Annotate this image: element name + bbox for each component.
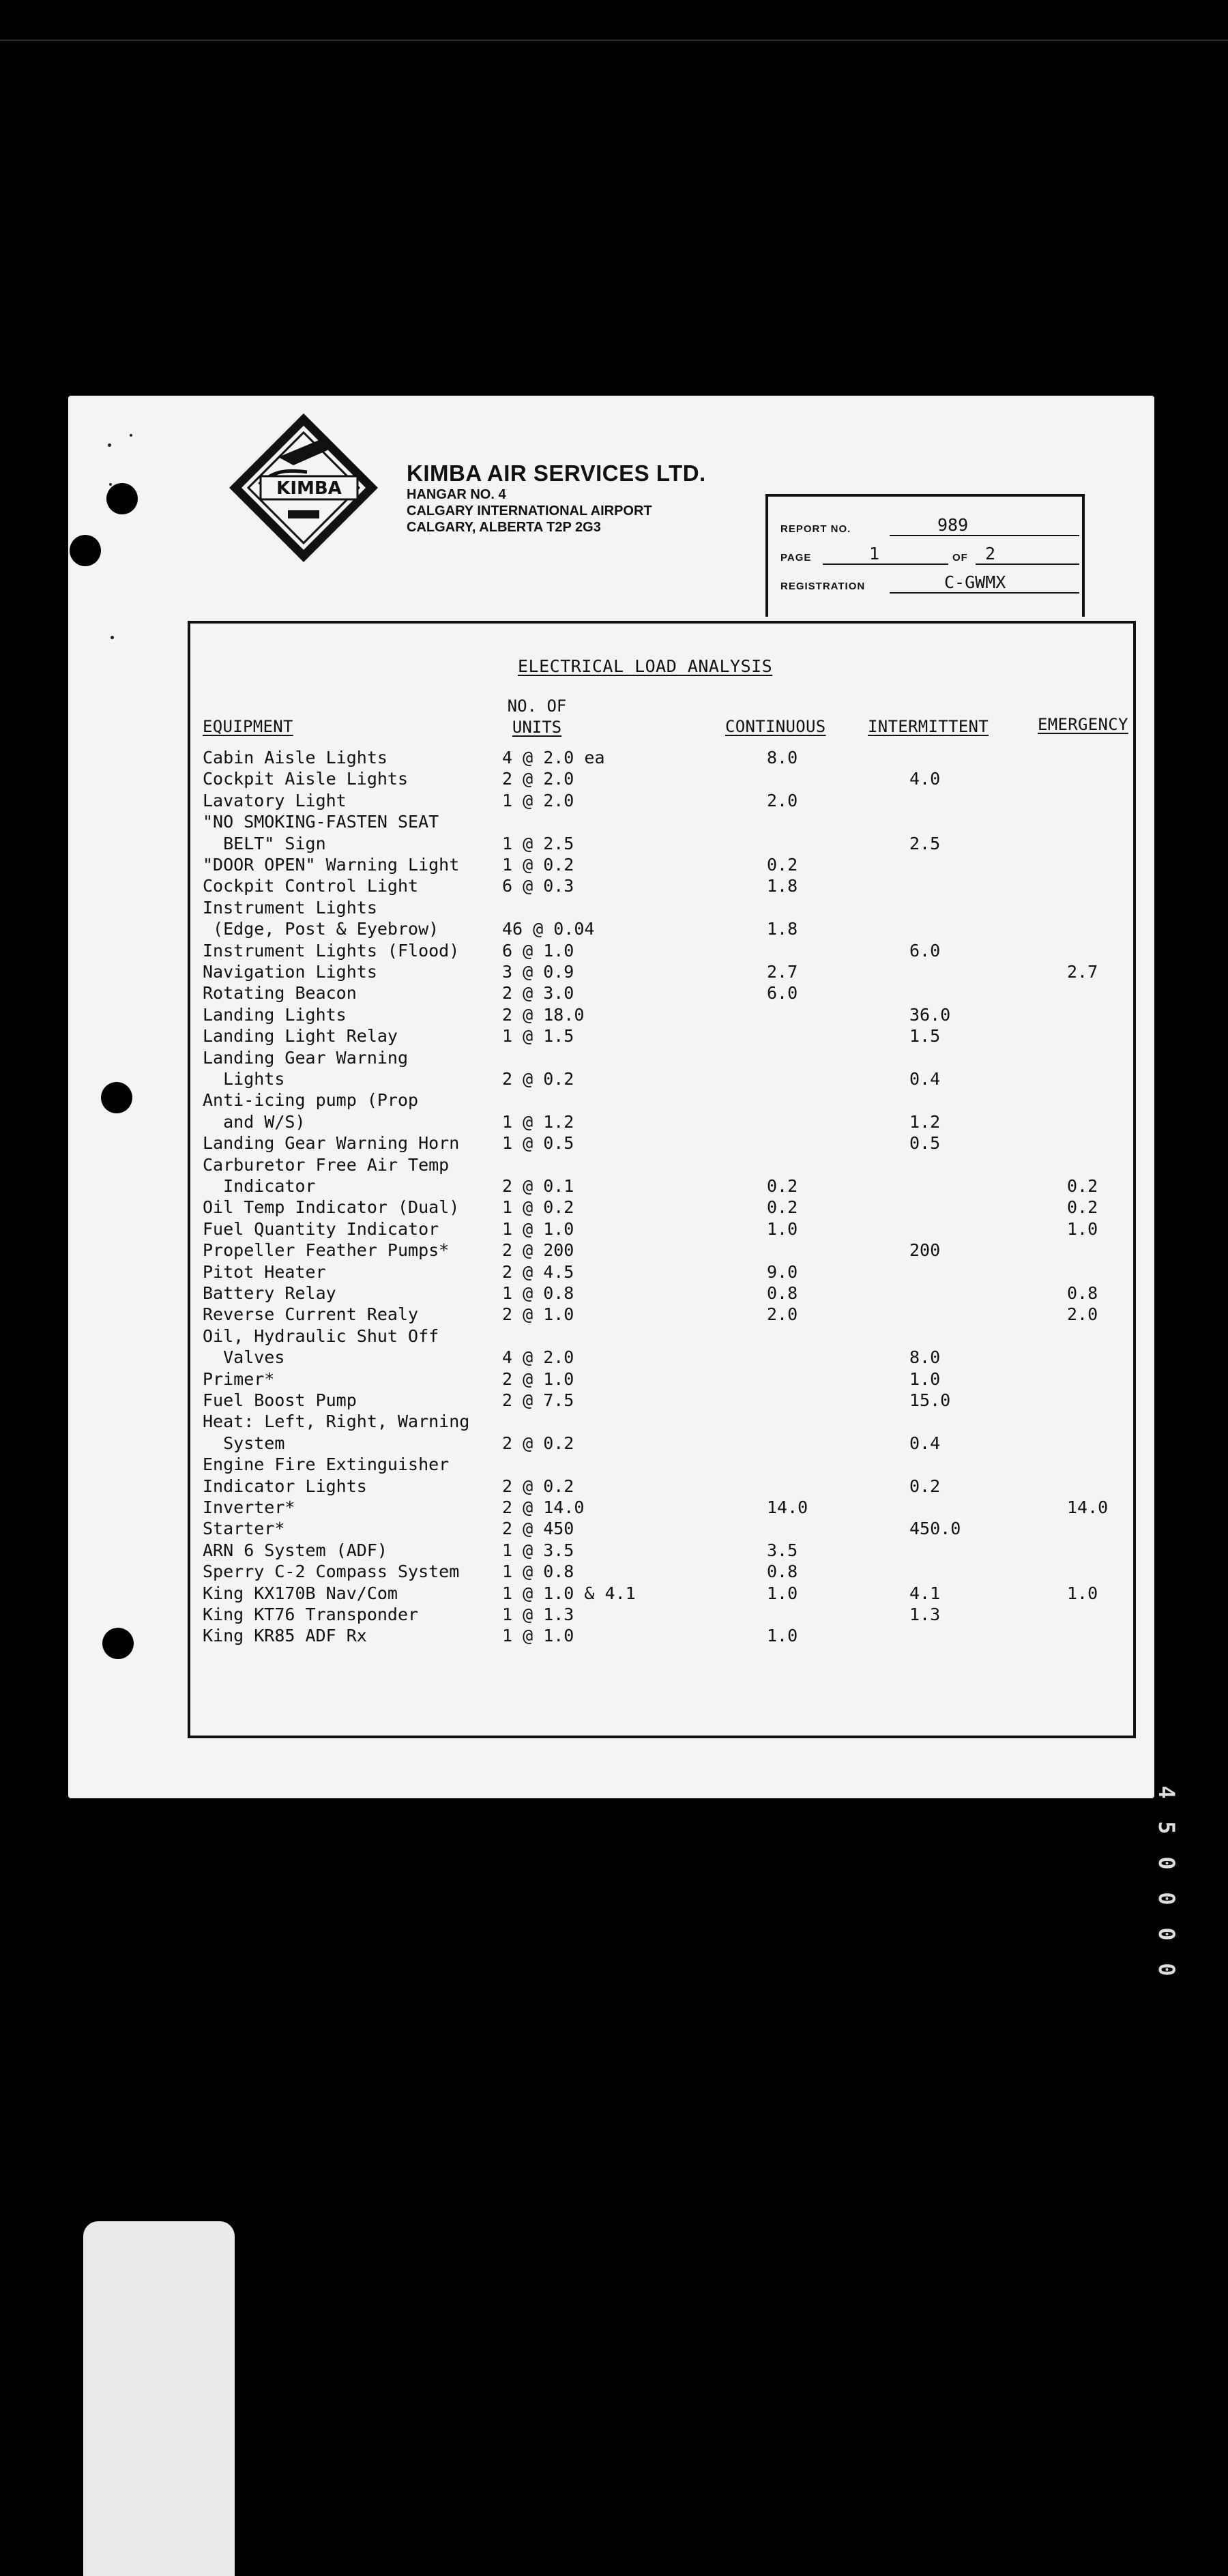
table-row: [190, 812, 1133, 833]
equipment-cell: Pitot Heater: [203, 1261, 326, 1282]
equipment-cell: Cabin Aisle Lights: [203, 748, 388, 767]
report-number-label: REPORT NO.: [780, 523, 851, 535]
equipment-cell: and W/S): [203, 1111, 306, 1132]
emergency-cell: 14.0: [1067, 1497, 1109, 1517]
punch-hole: [101, 1082, 132, 1113]
units-cell: 1 @ 1.0: [502, 1218, 574, 1239]
intermittent-cell: 200: [909, 1240, 941, 1261]
continuous-cell: 1.0: [767, 1218, 798, 1239]
intermittent-cell: 0.4: [909, 1433, 941, 1453]
continuous-cell: 1.0: [767, 1626, 798, 1646]
table-row: [190, 898, 1133, 919]
table-row: [190, 1155, 1133, 1176]
table-row: [190, 1112, 1133, 1133]
intermittent-cell: 1.0: [909, 1368, 941, 1389]
equipment-cell: Landing Light Relay: [203, 1026, 398, 1046]
units-cell: 1 @ 1.0 & 4.1: [502, 1583, 636, 1603]
equipment-cell: "NO SMOKING-FASTEN SEAT: [203, 812, 439, 832]
units-cell: 2 @ 0.2: [502, 1476, 574, 1496]
units-cell: 1 @ 0.8: [502, 1562, 574, 1582]
company-address-line: CALGARY, ALBERTA T2P 2G3: [407, 520, 601, 536]
equipment-cell: Carburetor Free Air Temp: [203, 1154, 450, 1175]
registration-line: [780, 569, 1079, 594]
table-row: [190, 1626, 1133, 1647]
registration-label: REGISTRATION: [780, 581, 866, 592]
speck: [108, 443, 111, 447]
table-row: [190, 1176, 1133, 1197]
units-header: [485, 696, 589, 738]
equipment-cell: Primer*: [203, 1368, 275, 1389]
units-cell: 2 @ 7.5: [502, 1390, 574, 1410]
units-cell: 1 @ 0.8: [502, 1283, 574, 1303]
equipment-cell: Instrument Lights: [203, 897, 377, 918]
units-cell: 2 @ 14.0: [502, 1497, 585, 1517]
equipment-header: EQUIPMENT: [203, 717, 293, 736]
units-cell: 6 @ 0.3: [502, 876, 574, 896]
table-row: [190, 1347, 1133, 1368]
equipment-cell: Cockpit Control Light: [203, 876, 419, 896]
units-cell: 2 @ 200: [502, 1240, 574, 1261]
emergency-cell: 1.0: [1067, 1218, 1098, 1239]
intermittent-cell: 1.5: [909, 1026, 941, 1046]
emergency-cell: 2.7: [1067, 962, 1098, 982]
table-row: [190, 876, 1133, 897]
underline: [823, 564, 948, 565]
document-page: [68, 396, 1154, 1798]
equipment-cell: Lavatory Light: [203, 790, 347, 810]
emergency-cell: 0.8: [1067, 1283, 1098, 1303]
continuous-cell: 3.5: [767, 1540, 798, 1560]
table-row: [190, 1605, 1133, 1626]
equipment-cell: System: [203, 1433, 285, 1453]
of-value: 2: [985, 544, 996, 564]
continuous-cell: 0.8: [767, 1562, 798, 1582]
equipment-cell: Instrument Lights (Flood): [203, 940, 460, 961]
table-row: [190, 1390, 1133, 1411]
intermittent-cell: 4.0: [909, 769, 941, 789]
page-value: 1: [869, 544, 880, 564]
equipment-cell: ARN 6 System (ADF): [203, 1540, 388, 1560]
table-title: ELECTRICAL LOAD ANALYSIS: [518, 656, 773, 676]
units-cell: 6 @ 1.0: [502, 940, 574, 961]
equipment-cell: Oil, Hydraulic Shut Off: [203, 1326, 439, 1346]
continuous-cell: 8.0: [767, 748, 798, 767]
continuous-cell: 1.8: [767, 876, 798, 896]
units-cell: 4 @ 2.0: [502, 1347, 574, 1368]
table-row: [190, 983, 1133, 1004]
equipment-cell: Fuel Boost Pump: [203, 1390, 357, 1410]
table-row: [190, 769, 1133, 790]
equipment-cell: King KX170B Nav/Com: [203, 1583, 398, 1603]
table-row: [190, 1262, 1133, 1283]
stamp-digit: 5: [1154, 1821, 1180, 1834]
film-strip-light: [83, 2221, 235, 2576]
punch-hole: [102, 1628, 134, 1659]
table-row: [190, 1090, 1133, 1111]
table-row: [190, 791, 1133, 812]
table-row: [190, 1048, 1133, 1069]
registration-value: C-GWMX: [944, 572, 1006, 592]
table-row: [190, 1369, 1133, 1390]
table-row: [190, 1133, 1133, 1154]
film-edge-line: [0, 40, 1228, 41]
equipment-cell: Engine Fire Extinguisher: [203, 1454, 450, 1475]
emergency-header: EMERGENCY: [1038, 715, 1128, 734]
report-number-line: [780, 512, 1079, 536]
equipment-cell: Anti-icing pump (Prop: [203, 1090, 419, 1111]
table-row: [190, 1197, 1133, 1218]
continuous-cell: 9.0: [767, 1261, 798, 1282]
table-row: [190, 1326, 1133, 1347]
equipment-cell: Battery Relay: [203, 1283, 336, 1303]
of-label: OF: [952, 552, 968, 564]
table-row: [190, 1562, 1133, 1583]
continuous-cell: 1.0: [767, 1583, 798, 1603]
intermittent-cell: 4.1: [909, 1583, 941, 1603]
units-header-line1: NO. OF: [507, 697, 567, 716]
page-line: [780, 540, 1079, 565]
equipment-cell: Lights: [203, 1069, 285, 1089]
units-cell: 4 @ 2.0 ea: [502, 748, 605, 767]
table-row: [190, 855, 1133, 876]
table-row: [190, 941, 1133, 962]
page-label: PAGE: [780, 552, 812, 564]
equipment-cell: Cockpit Aisle Lights: [203, 769, 409, 789]
table-row: [190, 1476, 1133, 1497]
continuous-cell: 0.2: [767, 1197, 798, 1218]
units-cell: 1 @ 3.5: [502, 1540, 574, 1560]
underline: [890, 535, 1079, 536]
underline: [890, 592, 1079, 594]
units-cell: 1 @ 1.2: [502, 1111, 574, 1132]
continuous-cell: 2.0: [767, 790, 798, 810]
intermittent-cell: 0.4: [909, 1069, 941, 1089]
equipment-cell: Heat: Left, Right, Warning: [203, 1411, 470, 1432]
units-cell: 1 @ 2.5: [502, 833, 574, 853]
table-row: [190, 919, 1133, 940]
stamp-digit: 0: [1154, 1927, 1180, 1941]
table-row: [190, 1304, 1133, 1326]
equipment-cell: Starter*: [203, 1519, 285, 1539]
units-cell: 2 @ 1.0: [502, 1304, 574, 1325]
continuous-cell: 1.8: [767, 919, 798, 939]
speck: [109, 483, 112, 486]
company-name: KIMBA AIR SERVICES LTD.: [407, 460, 706, 486]
equipment-cell: Navigation Lights: [203, 962, 377, 982]
continuous-cell: 2.0: [767, 1304, 798, 1325]
equipment-cell: Oil Temp Indicator (Dual): [203, 1197, 460, 1218]
units-header-line2: UNITS: [512, 718, 562, 737]
table-row: [190, 1540, 1133, 1562]
units-cell: 1 @ 2.0: [502, 790, 574, 810]
svg-text:KIMBA: KIMBA: [276, 478, 342, 499]
continuous-cell: 0.2: [767, 855, 798, 875]
intermittent-cell: 0.2: [909, 1476, 941, 1496]
continuous-cell: 6.0: [767, 983, 798, 1004]
units-cell: 2 @ 0.2: [502, 1069, 574, 1089]
stamp-digit: 0: [1154, 1963, 1180, 1976]
report-info-box: [765, 494, 1085, 617]
continuous-cell: 0.2: [767, 1176, 798, 1196]
units-cell: 2 @ 4.5: [502, 1261, 574, 1282]
punch-hole: [106, 483, 138, 514]
intermittent-cell: 15.0: [909, 1390, 951, 1410]
intermittent-cell: 8.0: [909, 1347, 941, 1368]
equipment-cell: King KT76 Transponder: [203, 1605, 419, 1624]
equipment-cell: Reverse Current Realy: [203, 1304, 419, 1325]
emergency-cell: 1.0: [1067, 1583, 1098, 1603]
units-cell: 1 @ 0.5: [502, 1133, 574, 1154]
equipment-cell: Indicator: [203, 1176, 316, 1196]
frame-number-stamp: [1153, 1779, 1180, 2018]
units-cell: 2 @ 0.2: [502, 1433, 574, 1453]
table-row: [190, 1433, 1133, 1454]
stamp-digit: 0: [1154, 1856, 1180, 1870]
table-row: [190, 1411, 1133, 1433]
equipment-cell: Fuel Quantity Indicator: [203, 1218, 439, 1239]
continuous-cell: 14.0: [767, 1497, 808, 1517]
units-cell: 2 @ 0.1: [502, 1176, 574, 1196]
units-cell: 46 @ 0.04: [502, 919, 595, 939]
equipment-cell: (Edge, Post & Eyebrow): [203, 919, 439, 939]
equipment-cell: Rotating Beacon: [203, 983, 357, 1004]
units-cell: 2 @ 2.0: [502, 769, 574, 789]
equipment-cell: Inverter*: [203, 1497, 295, 1517]
table-row: [190, 1583, 1133, 1605]
stamp-digit: 4: [1154, 1785, 1180, 1799]
intermittent-cell: 0.5: [909, 1133, 941, 1154]
intermittent-cell: 6.0: [909, 940, 941, 961]
equipment-cell: "DOOR OPEN" Warning Light: [203, 855, 460, 875]
table-row: [190, 1497, 1133, 1519]
equipment-cell: Valves: [203, 1347, 285, 1368]
units-cell: 2 @ 3.0: [502, 983, 574, 1004]
table-row: [190, 1240, 1133, 1261]
intermittent-cell: 36.0: [909, 1004, 951, 1025]
intermittent-cell: 1.3: [909, 1605, 941, 1624]
table-row: [190, 748, 1133, 769]
units-cell: 2 @ 18.0: [502, 1004, 585, 1025]
speck: [130, 434, 132, 437]
kimba-logo-icon: [225, 409, 382, 566]
emergency-cell: 0.2: [1067, 1176, 1098, 1196]
intermittent-header: INTERMITTENT: [868, 717, 989, 736]
units-cell: 1 @ 0.2: [502, 855, 574, 875]
load-analysis-table: [188, 621, 1136, 1738]
company-address-line: CALGARY INTERNATIONAL AIRPORT: [407, 503, 652, 519]
equipment-cell: Landing Lights: [203, 1004, 347, 1025]
company-address-line: HANGAR NO. 4: [407, 487, 506, 503]
intermittent-cell: 1.2: [909, 1111, 941, 1132]
continuous-cell: 2.7: [767, 962, 798, 982]
continuous-header: CONTINUOUS: [725, 717, 826, 736]
equipment-cell: Indicator Lights: [203, 1476, 367, 1496]
equipment-cell: King KR85 ADF Rx: [203, 1626, 367, 1646]
table-row: [190, 1283, 1133, 1304]
units-cell: 1 @ 1.0: [502, 1626, 574, 1646]
units-cell: 1 @ 0.2: [502, 1197, 574, 1218]
equipment-cell: Landing Gear Warning: [203, 1047, 409, 1068]
table-row: [190, 1005, 1133, 1026]
equipment-cell: Landing Gear Warning Horn: [203, 1133, 460, 1154]
units-cell: 2 @ 450: [502, 1519, 574, 1539]
equipment-cell: Propeller Feather Pumps*: [203, 1240, 450, 1261]
stamp-digit: 0: [1154, 1892, 1180, 1905]
units-cell: 1 @ 1.3: [502, 1605, 574, 1624]
company-header: [407, 461, 706, 535]
units-cell: 1 @ 1.5: [502, 1026, 574, 1046]
emergency-cell: 2.0: [1067, 1304, 1098, 1325]
equipment-cell: Sperry C-2 Compass System: [203, 1562, 460, 1582]
table-row: [190, 834, 1133, 855]
table-row: [190, 1026, 1133, 1047]
intermittent-cell: 2.5: [909, 833, 941, 853]
report-number-value: 989: [937, 515, 969, 535]
units-cell: 3 @ 0.9: [502, 962, 574, 982]
table-row: [190, 1519, 1133, 1540]
table-row: [190, 1069, 1133, 1090]
punch-hole: [70, 535, 101, 566]
equipment-cell: BELT" Sign: [203, 833, 326, 853]
units-cell: 2 @ 1.0: [502, 1368, 574, 1389]
table-row: [190, 1454, 1133, 1476]
speck: [111, 636, 114, 639]
intermittent-cell: 450.0: [909, 1519, 961, 1539]
table-row: [190, 1219, 1133, 1240]
table-row: [190, 962, 1133, 983]
underline: [976, 564, 1079, 565]
emergency-cell: 0.2: [1067, 1197, 1098, 1218]
continuous-cell: 0.8: [767, 1283, 798, 1303]
